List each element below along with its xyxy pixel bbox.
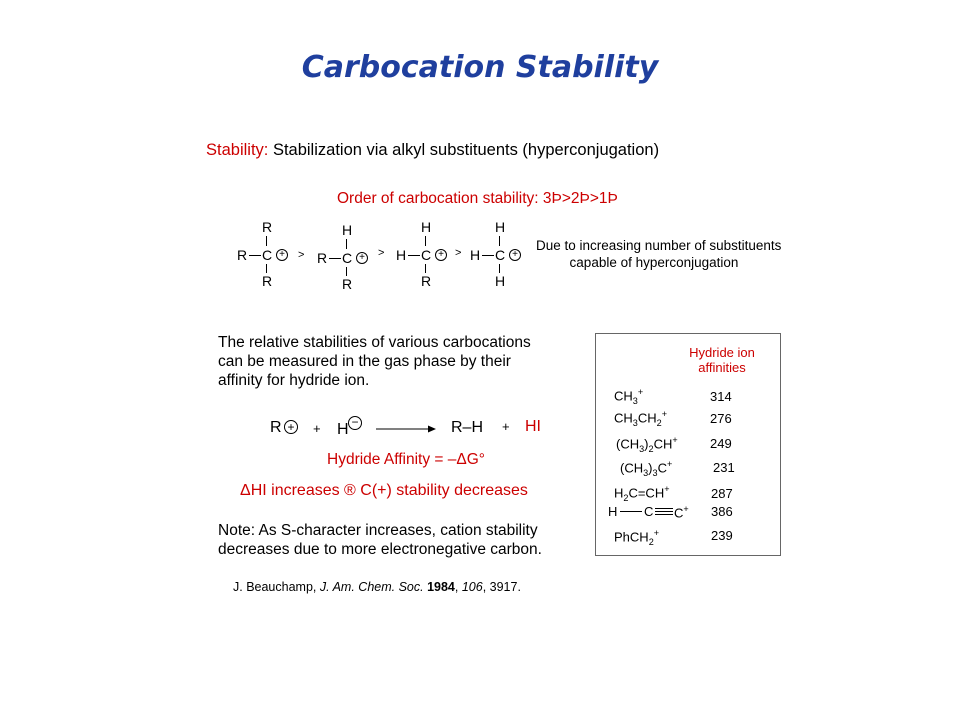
reaction-arrow-icon <box>376 424 436 434</box>
table-row-cation: $(CH_3)_3C^+$ <box>620 459 673 478</box>
page-title: Carbocation Stability <box>301 50 659 85</box>
atom-c: C <box>421 247 432 263</box>
product-hi: HI <box>525 418 541 435</box>
table-row-cation: $CH_3CH_2^+$ <box>614 409 667 428</box>
table-header-line-1: Hydride ion <box>689 345 755 360</box>
note-line-1: Note: As S-character increases, cation stability <box>218 522 538 539</box>
cation-plus-icon: + <box>509 249 521 261</box>
atom-r-bottom: R <box>262 273 273 289</box>
stability-label: Stability: <box>206 141 269 159</box>
reactant-r: R <box>270 419 282 436</box>
table-header <box>672 345 772 375</box>
table-row-value: 287 <box>711 486 733 501</box>
hydride-affinity-table: Hydride ion affinities $CH_3^+$ 314 $CH_3CH_2^+$ 276 $(CH_3)_2CH^+$ 249 $(CH_3)_3C^+$ 231 $H_2C=CH^+$ 287 H C C+ 386 PhCH$_2$+ 239 <box>595 333 781 556</box>
citation-journal: J. Am. Chem. Soc. <box>319 580 424 594</box>
stability-text: Stabilization via alkyl substituents (hyperconjugation) <box>272 141 660 159</box>
citation-pages: , 3917. <box>482 580 521 594</box>
atom-h-left: H <box>396 247 407 263</box>
table-row-cation: $CH_3^+$ <box>614 387 644 406</box>
note-line-2: decreases due to more electronegative carbon. <box>218 541 542 558</box>
cation-plus-icon: + <box>435 249 447 261</box>
table-row-value: 314 <box>710 389 732 404</box>
atom-r-left: R <box>237 247 248 263</box>
table-row-cation: $(CH_3)_2CH^+$ <box>616 435 678 454</box>
table-row-value: 239 <box>711 528 733 543</box>
citation: J. Beauchamp, J. Am. Chem. Soc. 1984, 106, 3917. <box>233 580 521 594</box>
atom-c: C <box>262 247 273 263</box>
cation-plus-icon: + <box>284 420 298 434</box>
table-row-cation: PhCH$_2$+ <box>614 528 660 547</box>
hydride-h: H <box>337 421 349 438</box>
greater-than-1: > <box>298 249 305 261</box>
reaction-plus-1: + <box>313 421 321 436</box>
table-row-value: 276 <box>710 411 732 426</box>
paragraph-line-3: affinity for hydride ion. <box>218 372 370 389</box>
atom-h-top: H <box>495 219 506 235</box>
paragraph-line-1: The relative stabilities of various carbocations <box>218 334 531 351</box>
atom-c: C <box>342 250 353 266</box>
table-row-value: 231 <box>713 460 735 475</box>
cation-plus-icon: + <box>356 252 368 264</box>
table-row-value: 249 <box>710 436 732 451</box>
atom-h-bottom: H <box>495 273 506 289</box>
table-row-value: 386 <box>711 504 733 519</box>
anion-minus-icon: − <box>348 416 362 430</box>
greater-than-3: > <box>455 247 462 259</box>
greater-than-2: > <box>378 247 385 259</box>
atom-h-left: H <box>470 247 481 263</box>
caption-line-1: Due to increasing number of substituents <box>536 238 782 253</box>
table-row-cation: $H_2C=CH^+$ <box>614 484 670 503</box>
caption-line-2: capable of hyperconjugation <box>569 255 739 270</box>
atom-r-top: R <box>262 219 273 235</box>
product-rh: R–H <box>451 419 484 436</box>
hydride-affinity-definition: Hydride Affinity = –ΔG° <box>327 451 485 468</box>
atom-r-left: R <box>317 250 328 266</box>
delta-hi-statement: ΔHI increases ® C(+) stability decreases <box>240 482 528 499</box>
citation-volume: 106 <box>461 580 483 594</box>
table-header-line-2: affinities <box>698 360 746 375</box>
atom-r-bottom: R <box>421 273 432 289</box>
s-character-note <box>218 521 542 559</box>
atom-h-top: H <box>342 222 353 238</box>
citation-author: J. Beauchamp, <box>233 580 320 594</box>
paragraph-line-2: can be measured in the gas phase by their <box>218 353 511 370</box>
atom-r-bottom: R <box>342 276 353 292</box>
cation-plus-icon: + <box>276 249 288 261</box>
reaction-plus-2: + <box>502 419 510 434</box>
citation-year: 1984 <box>427 580 455 594</box>
atom-h-top: H <box>421 219 432 235</box>
atom-c: C <box>495 247 506 263</box>
stability-order: Order of carbocation stability: 3Þ>2Þ>1Þ <box>337 190 618 207</box>
